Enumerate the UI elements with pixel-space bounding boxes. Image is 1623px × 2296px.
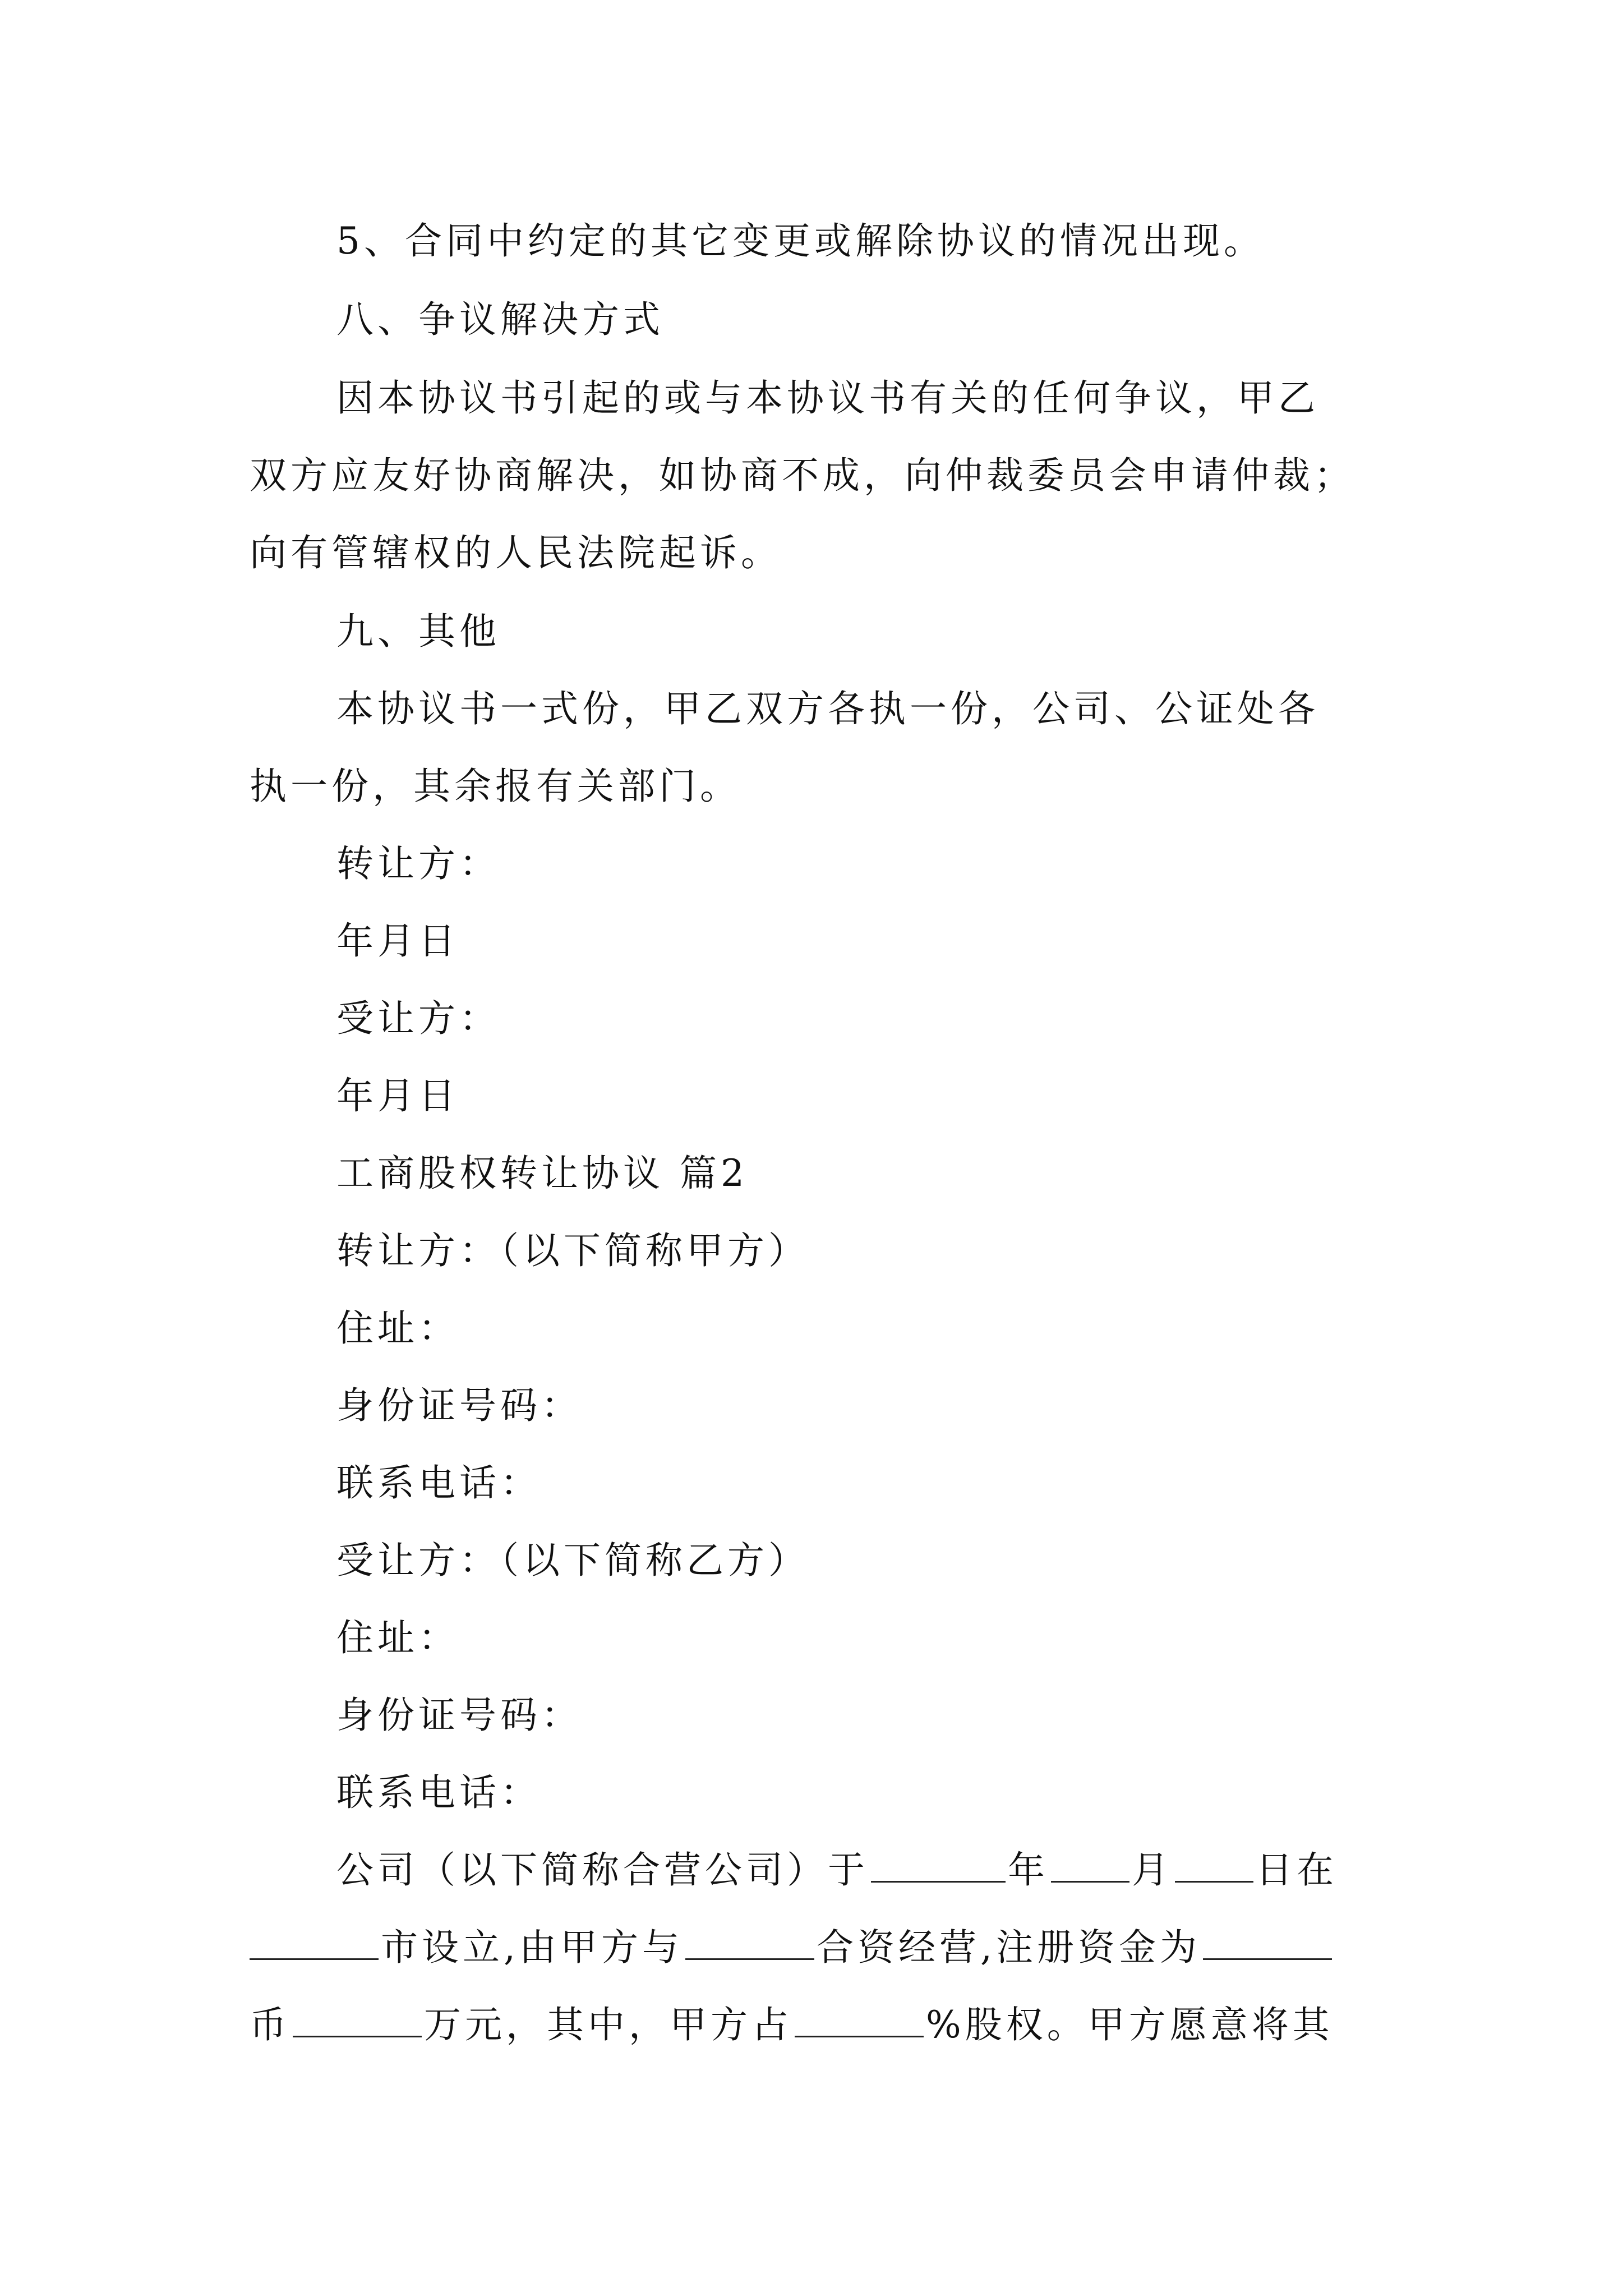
party-a-id-number: 身份证号码： — [336, 1384, 582, 1427]
month-blank — [1051, 1849, 1129, 1883]
city-blank — [250, 1927, 379, 1960]
partner-blank — [685, 1927, 814, 1960]
day-blank — [1175, 1849, 1253, 1883]
section-heading-9: 九、其他 — [336, 610, 500, 653]
clause-5: 5、合同中约定的其它变更或解除协议的情况出现。 — [336, 219, 1265, 263]
year-blank — [871, 1849, 1006, 1883]
transferor-signature-label: 转让方： — [336, 842, 500, 885]
dispute-paragraph-line-3: 向有管辖权的人民法院起诉。 — [250, 531, 782, 574]
company-paragraph-line-2: 市设立,由甲方与 合资经营,注册资金为 — [250, 1925, 1334, 1970]
copies-paragraph-line-2: 执一份，其余报有关部门。 — [250, 765, 741, 808]
capital-blank — [293, 2004, 422, 2037]
currency-blank — [1203, 1927, 1332, 1960]
party-b-address: 住址： — [336, 1616, 459, 1659]
party-a-phone: 联系电话： — [336, 1461, 541, 1504]
transferee-date-label: 年月日 — [336, 1074, 459, 1117]
party-b-id-number: 身份证号码： — [336, 1694, 582, 1737]
company-paragraph-line-3: 币 万元，其中，甲方占 %股权。甲方愿意将其 — [250, 2003, 1334, 2046]
party-a-label: 转让方：（以下简称甲方） — [336, 1229, 809, 1272]
dispute-paragraph-line-2: 双方应友好协商解决，如协商不成，向仲裁委员会申请仲裁； — [250, 454, 1355, 497]
dispute-paragraph-line-1: 因本协议书引起的或与本协议书有关的任何争议，甲乙 — [336, 376, 1319, 420]
copies-paragraph-line-1: 本协议书一式份，甲乙双方各执一份，公司、公证处各 — [336, 687, 1319, 730]
party-b-phone: 联系电话： — [336, 1771, 541, 1814]
transferor-date-label: 年月日 — [336, 919, 459, 963]
section-heading-8: 八、争议解决方式 — [336, 298, 664, 341]
party-a-address: 住址： — [336, 1306, 459, 1350]
transferee-signature-label: 受让方： — [336, 997, 500, 1040]
share-percent-blank — [795, 2004, 924, 2037]
agreement-title-2: 工商股权转让协议 篇2 — [336, 1152, 748, 1195]
company-paragraph-line-1: 公司（以下简称合营公司）于 年 月 日在 — [336, 1848, 1338, 1892]
party-b-label: 受让方：（以下简称乙方） — [336, 1539, 809, 1582]
